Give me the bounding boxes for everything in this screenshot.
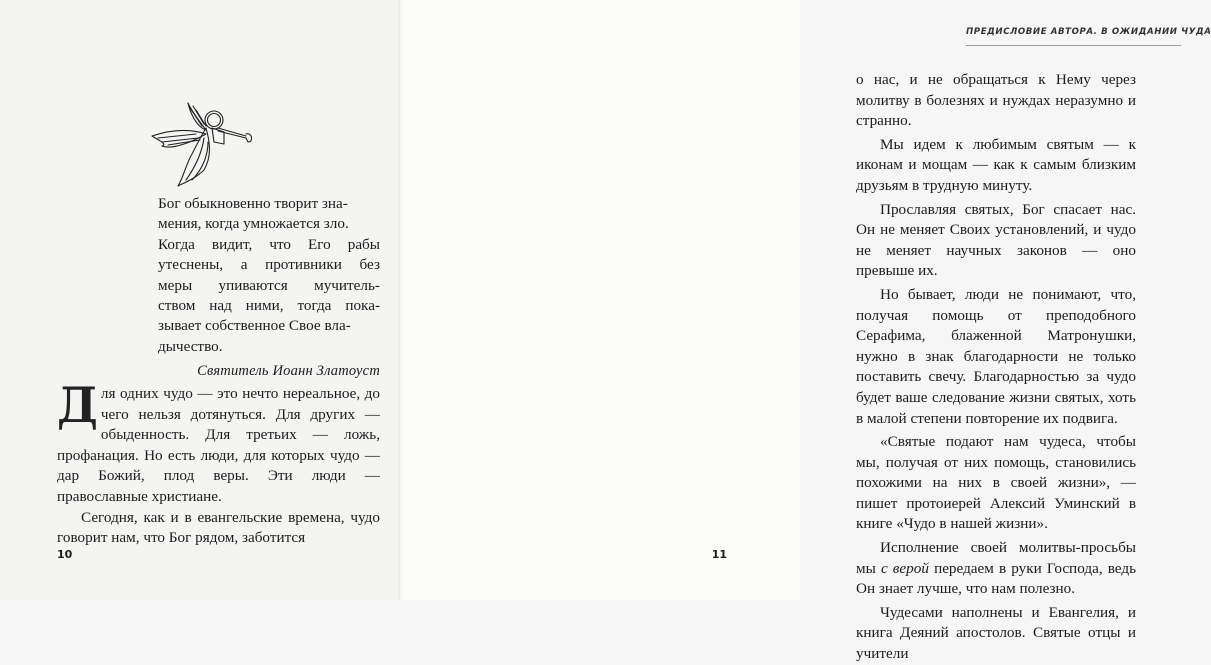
paragraph-text: Исполнение своей молитвы-просьбы мы xyxy=(856,539,1136,577)
epigraph-line: меры упиваются мучитель- xyxy=(158,276,380,294)
emphasis-text: с верой xyxy=(880,559,929,577)
running-head: ПРЕДИСЛОВИЕ АВТОРА. В ОЖИДАНИИ ЧУДА xyxy=(966,27,1181,46)
paragraph xyxy=(57,376,380,508)
epigraph-line: дычество. xyxy=(158,337,223,355)
paragraph: о нас, и не обращаться к Нему через молитву в болезнях и нуждах неразумно и странно. xyxy=(856,71,1136,130)
paragraph: Мы идем к любимым святым — к иконам и мощам — как к самым близким друзьям в трудную минуту. xyxy=(856,135,1136,194)
page-number-left: 10 xyxy=(57,548,73,561)
angel-with-trumpet-icon xyxy=(148,98,258,188)
epigraph-line: мения, когда умножается зло. xyxy=(158,215,349,233)
left-page xyxy=(0,0,400,600)
book-gutter xyxy=(398,0,404,600)
paragraph: «Святые подают нам чудеса, чтобы мы, получая от них помощь, становились похожими на них в своей жизни», — пишет протоиерей Алексий Уминский в книге «Чудо в нашей жизни». xyxy=(856,433,1136,533)
epigraph-line: ством над ними, тогда пока- xyxy=(158,297,380,315)
left-body-text xyxy=(57,376,380,549)
paragraph: Сегодня, как и в евангельские времена, чудо говорит нам, что Бог рядом, заботится xyxy=(57,508,380,547)
paragraph: Но бывает, люди не понимают, что, получая помощь от преподобного Серафима, блаженной Матронушки, нужно в знак благодарности не только поставить свечу. Благодарностью за чудо будет ваше следование жизни святых, хоть в малой степени повторение их подвига. xyxy=(856,285,1136,427)
paragraph-text: ля одних чудо — это нечто нереальное, до чего нельзя дотянуться. Для других — обыденность. Для третьих — ложь, профанация. Но есть люди, для которых чудо — дар Божий, плод веры. Эти люди — православные христиане. xyxy=(57,385,380,505)
right-body-text xyxy=(856,70,1136,665)
paragraph: Прославляя святых, Бог спасает нас. Он не меняет Своих установлений, и чудо не меняет научных законов — оно превыше их. xyxy=(856,200,1136,280)
epigraph-line: Бог обыкновенно творит зна- xyxy=(158,195,348,212)
epigraph-attribution: Святитель Иоанн Златоуст xyxy=(197,363,380,380)
epigraph xyxy=(158,194,380,382)
epigraph-line: Когда видит, что Его рабы xyxy=(158,235,380,253)
paragraph xyxy=(856,538,1136,600)
right-page xyxy=(400,0,1211,663)
page-number-right: 11 xyxy=(711,548,727,561)
epigraph-line: утеснены, а противники без xyxy=(158,256,380,274)
paragraph-text: передаем в руки Господа, ведь Он знает лучше, что нам полезно. xyxy=(856,559,1137,598)
drop-cap: Д xyxy=(57,376,98,434)
paragraph: Чудесами наполнены и Евангелия, и книга Деяний апостолов. Святые отцы и учители xyxy=(856,603,1136,663)
epigraph-line: зывает собственное Свое вла- xyxy=(158,317,351,335)
